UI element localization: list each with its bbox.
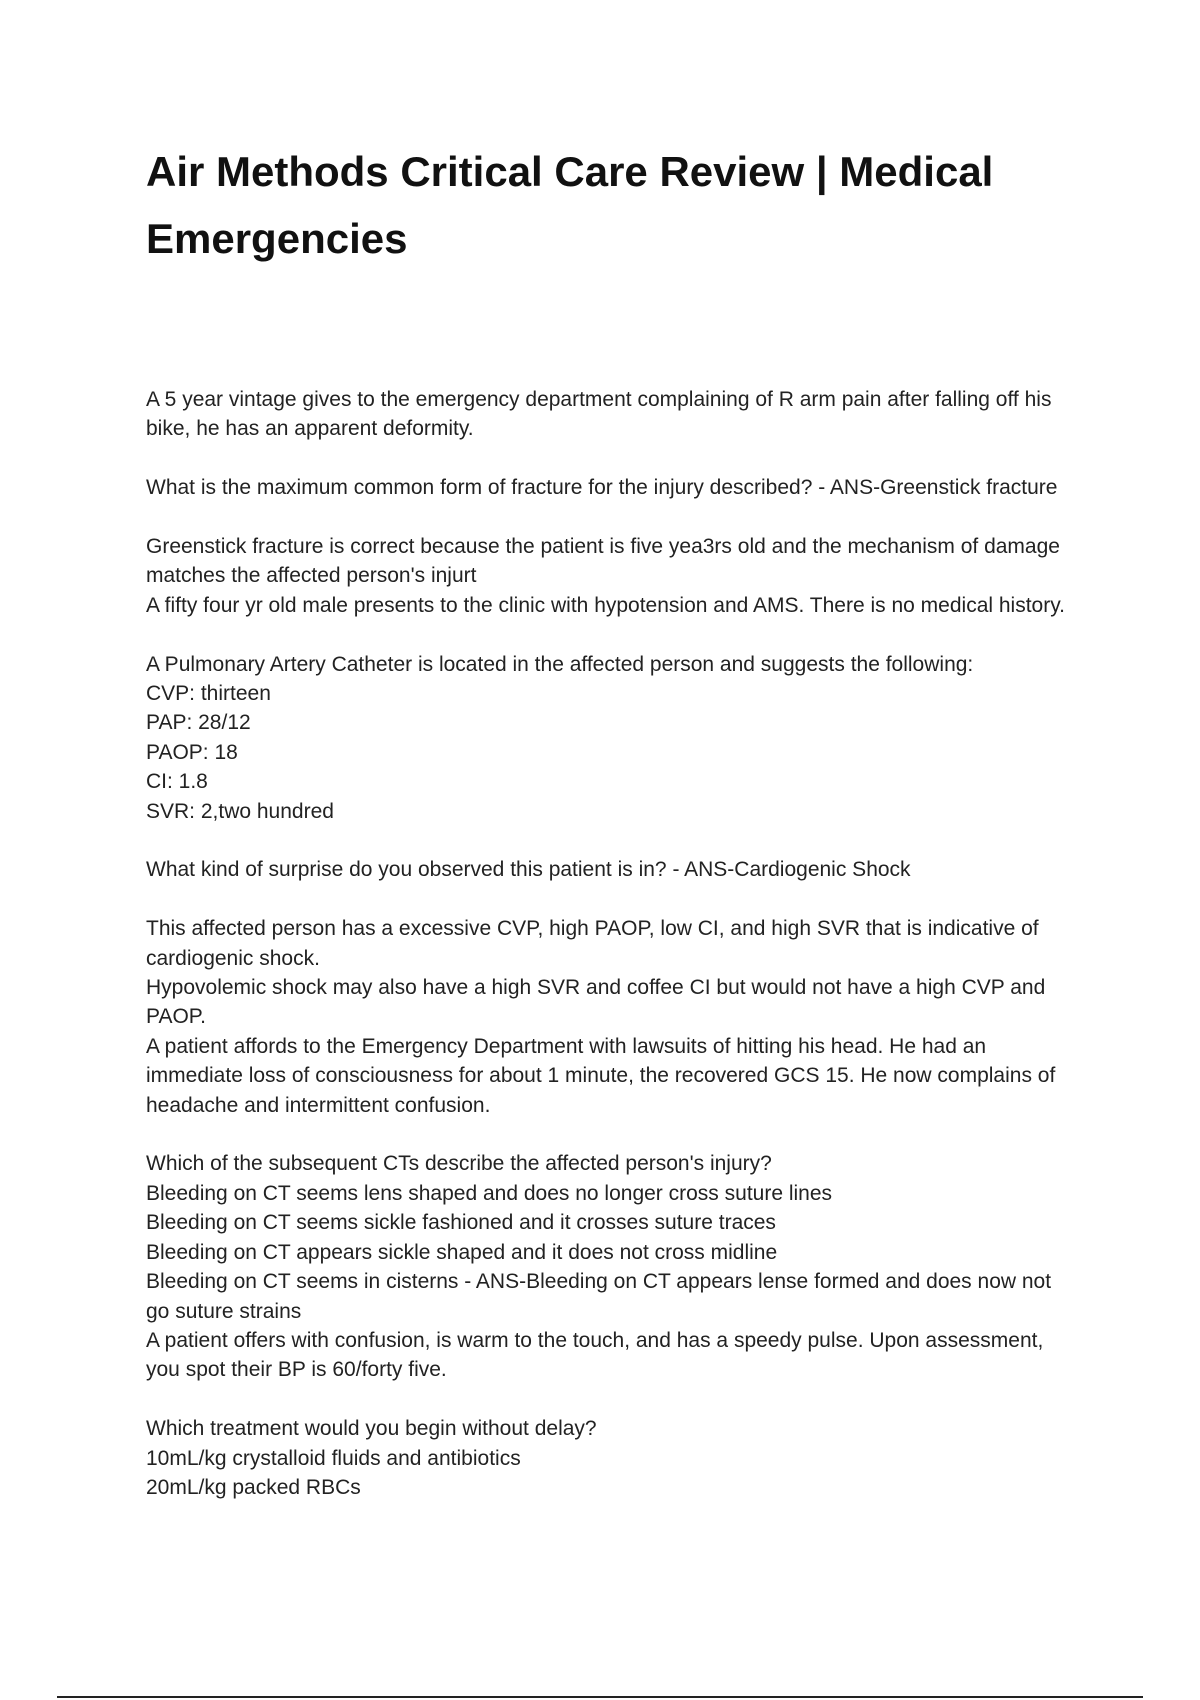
paragraph [146, 385, 1066, 444]
page-bottom-rule [57, 1696, 1143, 1698]
text-line: Which of the subsequent CTs describe the affected person's injury? [146, 1152, 772, 1176]
text-line: A patient offers with confusion, is warm to the touch, and has a speedy pulse. Upon assessment, you spot their BP is 60/forty five. [146, 1328, 1044, 1382]
text-line: PAP: 28/12 [146, 711, 251, 735]
paragraph [146, 650, 1066, 826]
document-body [146, 385, 1066, 1502]
text-line: Bleeding on CT seems in cisterns - ANS-Bleeding on CT appears lense formed and does now not go suture strains [146, 1270, 1052, 1323]
text-line: Hypovolemic shock may also have a high SVR and coffee CI but would not have a high CVP and PAOP. [146, 976, 1046, 1029]
paragraph [146, 1414, 1066, 1502]
text-line: What is the maximum common form of fracture for the injury described? - ANS-Greenstick fracture [146, 476, 1058, 500]
text-line: Greenstick fracture is correct because the patient is five yea3rs old and the mechanism of damage matches the affected person's injurt [146, 535, 1060, 588]
text-line: Bleeding on CT appears sickle shaped and it does not cross midline [146, 1240, 778, 1264]
text-line: SVR: 2,two hundred [146, 799, 334, 823]
text-line: 20mL/kg packed RBCs [146, 1475, 361, 1499]
paragraph [146, 1149, 1066, 1384]
text-line: Bleeding on CT seems sickle fashioned and it crosses suture traces [146, 1211, 776, 1235]
document-title: Air Methods Critical Care Review | Medical Emergencies [146, 148, 994, 262]
document-page [146, 138, 1066, 1532]
text-line: A fifty four yr old male presents to the clinic with hypotension and AMS. There is no medical history. [146, 593, 1065, 617]
text-line: 10mL/kg crystalloid fluids and antibiotics [146, 1446, 521, 1470]
text-line: PAOP: 18 [146, 740, 238, 764]
text-line: CVP: thirteen [146, 682, 271, 706]
text-line: What kind of surprise do you observed this patient is in? - ANS-Cardiogenic Shock [146, 858, 911, 882]
paragraph [146, 914, 1066, 1120]
text-line: CI: 1.8 [146, 770, 208, 794]
paragraph [146, 532, 1066, 620]
text-line: A Pulmonary Artery Catheter is located in the affected person and suggests the following: [146, 652, 974, 676]
text-line: A 5 year vintage gives to the emergency department complaining of R arm pain after falling off his bike, he has an apparent deformity. [146, 388, 1052, 441]
text-line: Bleeding on CT seems lens shaped and does no longer cross suture lines [146, 1181, 833, 1205]
paragraph [146, 473, 1066, 502]
paragraph [146, 855, 1066, 884]
text-line: A patient affords to the Emergency Department with lawsuits of hitting his head. He had an immediate loss of consciousness for about 1 minute, the recovered GCS 15. He now complains of headache and intermittent confusion. [146, 1034, 1056, 1117]
text-line: This affected person has a excessive CVP, high PAOP, low CI, and high SVR that is indicative of cardiogenic shock. [146, 917, 1039, 970]
text-line: Which treatment would you begin without delay? [146, 1417, 597, 1441]
